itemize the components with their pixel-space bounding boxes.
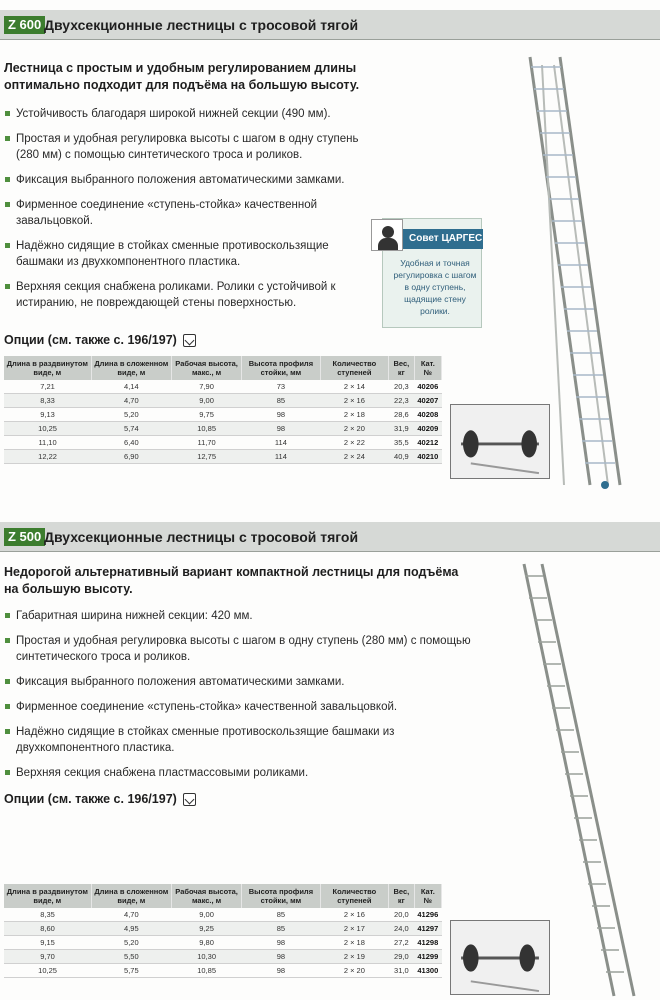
table-cell: 98 xyxy=(242,936,321,950)
table-cell: 41298 xyxy=(414,936,441,950)
table-cell: 9,00 xyxy=(172,908,242,922)
tip-text: Удобная и точная регулировка с шагом в одну ступень, щадящие стену ролики. xyxy=(393,258,477,316)
table-cell: 10,85 xyxy=(172,964,242,978)
table-cell: 114 xyxy=(242,436,321,450)
table-cell: 9,25 xyxy=(172,922,242,936)
table-cell: 29,0 xyxy=(389,950,415,964)
table-row xyxy=(4,964,442,978)
table-cell: 2 × 18 xyxy=(320,408,388,422)
options-title-text: Опции (см. также с. 196/197) xyxy=(4,792,177,806)
table-cell: 7,90 xyxy=(172,380,242,394)
table-cell: 31,0 xyxy=(389,964,415,978)
table-header: Длина в сложенном виде, м xyxy=(91,356,171,380)
table-cell: 10,25 xyxy=(4,422,91,436)
feature-item: Устойчивость благодаря широкой нижней секции (490 мм). xyxy=(4,106,364,122)
table-cell: 4,70 xyxy=(91,908,171,922)
table-header: Вес, кг xyxy=(389,884,415,908)
product-code-badge: Z 500 xyxy=(4,528,45,546)
table-cell: 4,95 xyxy=(91,922,171,936)
table-header: Количество ступеней xyxy=(320,356,388,380)
table-cell: 11,10 xyxy=(4,436,91,450)
section-title: Двухсекционные лестницы с тросовой тягой xyxy=(44,529,359,545)
table-cell: 11,70 xyxy=(172,436,242,450)
table-cell: 73 xyxy=(242,380,321,394)
table-cell: 24,0 xyxy=(389,922,415,936)
options-title xyxy=(4,792,196,806)
table-cell: 9,70 xyxy=(4,950,91,964)
table-header: Длина в сложенном виде, м xyxy=(91,884,171,908)
table-header: Рабочая высота, макс., м xyxy=(172,356,242,380)
table-cell: 31,9 xyxy=(389,422,415,436)
table-cell: 2 × 18 xyxy=(320,936,388,950)
table-row xyxy=(4,422,442,436)
table-cell: 2 × 14 xyxy=(320,380,388,394)
lead-text: Лестница с простым и удобным регулированием длины оптимально подходит для подъёма на большую высоту. xyxy=(4,61,360,92)
feature-item: Надёжно сидящие в стойках сменные противоскользящие башмаки из двухкомпонентного пластика. xyxy=(4,724,474,756)
table-header: Высота профиля стойки, мм xyxy=(242,356,321,380)
table-cell: 9,75 xyxy=(172,408,242,422)
table-row xyxy=(4,936,442,950)
table-cell: 9,00 xyxy=(172,394,242,408)
table-cell: 40208 xyxy=(414,408,441,422)
table-cell: 20,0 xyxy=(389,908,415,922)
table-cell: 7,21 xyxy=(4,380,91,394)
table-cell: 10,25 xyxy=(4,964,91,978)
feature-item: Простая и удобная регулировка высоты с шагом в одну ступень (280 мм) с помощью синтетического троса и роликов. xyxy=(4,131,364,163)
feature-item: Верхняя секция снабжена пластмассовыми роликами. xyxy=(4,765,474,781)
table-cell: 10,30 xyxy=(172,950,242,964)
feature-item: Надёжно сидящие в стойках сменные противоскользящие башмаки из двухкомпонентного пластика. xyxy=(4,238,364,270)
table-cell: 6,90 xyxy=(91,450,171,464)
table-cell: 114 xyxy=(242,450,321,464)
table-row xyxy=(4,922,442,936)
table-cell: 8,35 xyxy=(4,908,91,922)
table-cell: 12,75 xyxy=(172,450,242,464)
table-header: Количество ступеней xyxy=(320,884,388,908)
tip-heading: Совет ЦАРГЕС xyxy=(403,229,483,249)
feature-item: Верхняя секция снабжена роликами. Ролики с устойчивой к истиранию, не повреждающей стены поверхностью. xyxy=(4,279,364,311)
table-row xyxy=(4,408,442,422)
reference-icon xyxy=(183,793,196,806)
table-cell: 2 × 16 xyxy=(320,908,388,922)
table-cell: 98 xyxy=(242,950,321,964)
feature-item: Фиксация выбранного положения автоматическими замками. xyxy=(4,674,474,690)
table-header: Кат. № xyxy=(414,356,441,380)
product-code-badge: Z 600 xyxy=(4,16,45,34)
table-row xyxy=(4,380,442,394)
table-cell: 2 × 22 xyxy=(320,436,388,450)
table-cell: 2 × 20 xyxy=(320,964,388,978)
feature-list xyxy=(4,608,474,790)
table-cell: 85 xyxy=(242,908,321,922)
table-cell: 8,60 xyxy=(4,922,91,936)
feature-item: Габаритная ширина нижней секции: 420 мм. xyxy=(4,608,474,624)
table-cell: 85 xyxy=(242,922,321,936)
table-cell: 2 × 16 xyxy=(320,394,388,408)
table-cell: 98 xyxy=(242,422,321,436)
table-cell: 5,20 xyxy=(91,408,171,422)
table-header: Рабочая высота, макс., м xyxy=(172,884,242,908)
options-title xyxy=(4,333,196,347)
table-cell: 2 × 20 xyxy=(320,422,388,436)
table-row xyxy=(4,908,442,922)
specs-table xyxy=(4,356,442,464)
table-row xyxy=(4,950,442,964)
feature-item: Фирменное соединение «ступень-стойка» качественной завальцовкой. xyxy=(4,197,364,229)
table-header: Длина в раздвинутом виде, м xyxy=(4,884,91,908)
feature-list xyxy=(4,106,364,320)
table-cell: 5,75 xyxy=(91,964,171,978)
table-cell: 9,13 xyxy=(4,408,91,422)
feature-item: Простая и удобная регулировка высоты с шагом в одну ступень (280 мм) с помощью синтетического троса и роликов. xyxy=(4,633,474,665)
table-cell: 41297 xyxy=(414,922,441,936)
table-header: Вес, кг xyxy=(389,356,415,380)
table-cell: 85 xyxy=(242,394,321,408)
table-row xyxy=(4,394,442,408)
tip-box xyxy=(382,218,482,328)
product-section-z500 xyxy=(0,512,660,1000)
table-cell: 10,85 xyxy=(172,422,242,436)
table-cell: 40212 xyxy=(414,436,441,450)
table-cell: 5,50 xyxy=(91,950,171,964)
table-cell: 41300 xyxy=(414,964,441,978)
specs-table xyxy=(4,884,442,978)
table-cell: 41296 xyxy=(414,908,441,922)
table-cell: 40,9 xyxy=(389,450,415,464)
table-cell: 9,15 xyxy=(4,936,91,950)
table-cell: 22,3 xyxy=(389,394,415,408)
table-cell: 28,6 xyxy=(389,408,415,422)
options-title-text: Опции (см. также с. 196/197) xyxy=(4,333,177,347)
table-cell: 9,80 xyxy=(172,936,242,950)
table-cell: 27,2 xyxy=(389,936,415,950)
table-cell: 4,14 xyxy=(91,380,171,394)
table-cell: 5,20 xyxy=(91,936,171,950)
table-cell: 20,3 xyxy=(389,380,415,394)
table-cell: 2 × 24 xyxy=(320,450,388,464)
table-cell: 12,22 xyxy=(4,450,91,464)
lead-text: Недорогой альтернативный вариант компактной лестницы для подъёма на большую высоту. xyxy=(4,565,459,596)
table-cell: 40209 xyxy=(414,422,441,436)
section-title: Двухсекционные лестницы с тросовой тягой xyxy=(44,17,359,33)
table-cell: 6,40 xyxy=(91,436,171,450)
advisor-icon xyxy=(371,219,403,251)
table-header: Кат. № xyxy=(414,884,441,908)
table-row xyxy=(4,450,442,464)
table-cell: 2 × 19 xyxy=(320,950,388,964)
table-cell: 98 xyxy=(242,408,321,422)
table-cell: 5,74 xyxy=(91,422,171,436)
table-cell: 41299 xyxy=(414,950,441,964)
table-cell: 35,5 xyxy=(389,436,415,450)
table-cell: 98 xyxy=(242,964,321,978)
ladder-image-z600 xyxy=(520,55,630,495)
feature-item: Фирменное соединение «ступень-стойка» качественной завальцовкой. xyxy=(4,699,474,715)
table-cell: 4,70 xyxy=(91,394,171,408)
feature-item: Фиксация выбранного положения автоматическими замками. xyxy=(4,172,364,188)
ladder-image-z500 xyxy=(510,562,640,1000)
section-header xyxy=(0,522,660,552)
table-cell: 2 × 17 xyxy=(320,922,388,936)
section-header xyxy=(0,10,660,40)
table-cell: 40206 xyxy=(414,380,441,394)
table-cell: 8,33 xyxy=(4,394,91,408)
table-header: Высота профиля стойки, мм xyxy=(242,884,321,908)
table-cell: 40210 xyxy=(414,450,441,464)
reference-icon xyxy=(183,334,196,347)
table-row xyxy=(4,436,442,450)
table-header: Длина в раздвинутом виде, м xyxy=(4,356,91,380)
table-cell: 40207 xyxy=(414,394,441,408)
